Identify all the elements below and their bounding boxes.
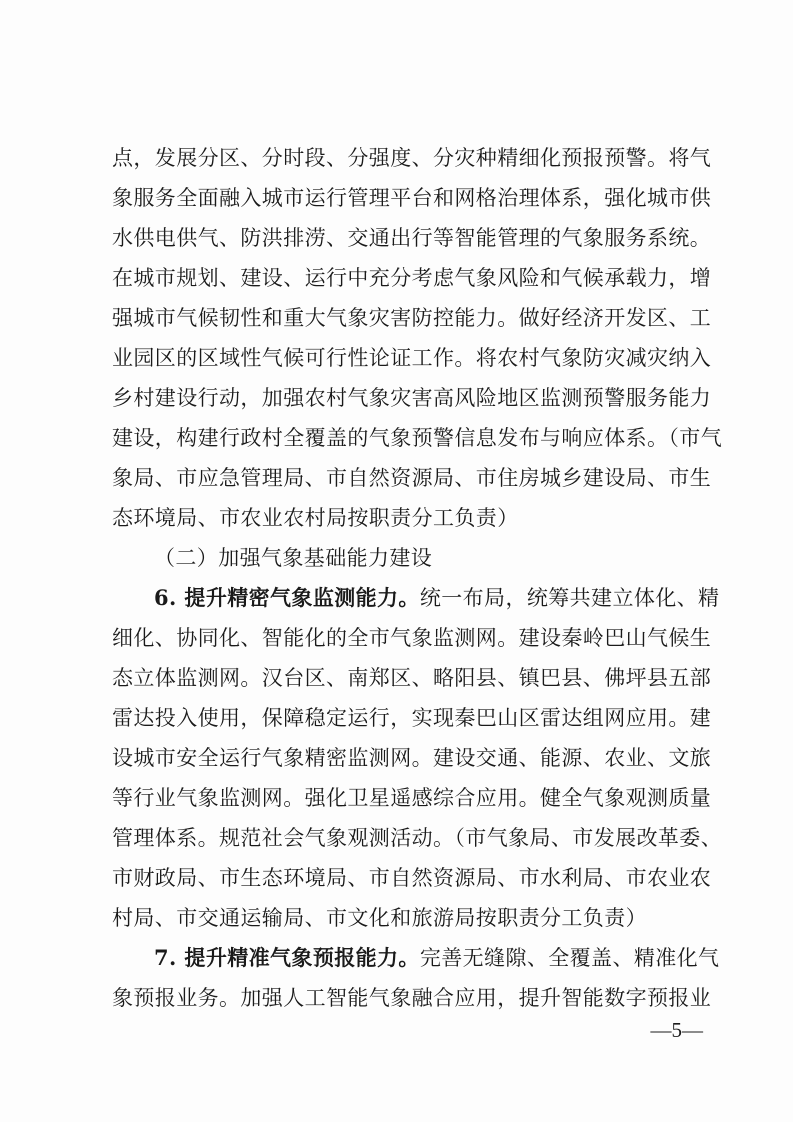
item-7-title: 7. 提升精准气象预报能力。 xyxy=(154,945,420,970)
item-7-first-line-text: 完善无缝隙、全覆盖、精准化气 xyxy=(419,946,720,970)
paragraph-line: 等行业气象监测网。强化卫星遥感综合应用。健全气象观测质量 xyxy=(112,786,712,810)
paragraph-line: 业园区的区域性气候可行性论证工作。将农村气象防灾减灾纳入 xyxy=(112,346,712,370)
paragraph-line: 点，发展分区、分时段、分强度、分灾种精细化预报预警。将气 xyxy=(112,146,712,170)
paragraph-line: 象服务全面融入城市运行管理平台和网格治理体系，强化城市供 xyxy=(112,186,712,210)
paragraph-line: 象预报业务。加强人工智能气象融合应用，提升智能数字预报业 xyxy=(112,986,712,1010)
paragraph-line: 乡村建设行动，加强农村气象灾害高风险地区监测预警服务能力 xyxy=(112,386,712,410)
item-6-title: 6. 提升精密气象监测能力。 xyxy=(154,585,420,610)
paragraph-line: 村局、市交通运输局、市文化和旅游局按职责分工负责） xyxy=(112,906,647,930)
paragraph-line: 设城市安全运行气象精密监测网。建设交通、能源、农业、文旅 xyxy=(112,746,712,770)
paragraph-line: 强城市气候韧性和重大气象灾害防控能力。做好经济开发区、工 xyxy=(112,306,712,330)
item-6-first-line-text: 统一布局，统筹共建立体化、精 xyxy=(419,586,720,610)
section-heading: （二）加强气象基础能力建设 xyxy=(154,546,433,570)
paragraph-line: 细化、协同化、智能化的全市气象监测网。建设秦岭巴山气候生 xyxy=(112,626,712,650)
paragraph-line: 建设，构建行政村全覆盖的气象预警信息发布与响应体系。（市气 xyxy=(112,426,723,450)
paragraph-line: 象局、市应急管理局、市自然资源局、市住房城乡建设局、市生 xyxy=(112,466,712,490)
paragraph-line: 市财政局、市生态环境局、市自然资源局、市水利局、市农业农 xyxy=(112,866,712,890)
item-6-first-line xyxy=(154,585,720,611)
paragraph-line: 态环境局、市农业农村局按职责分工负责） xyxy=(112,506,519,530)
paragraph-line: 管理体系。规范社会气象观测活动。（市气象局、市发展改革委、 xyxy=(112,826,723,850)
item-7-first-line xyxy=(154,945,720,971)
paragraph-line: 雷达投入使用，保障稳定运行，实现秦巴山区雷达组网应用。建 xyxy=(112,706,712,730)
paragraph-line: 态立体监测网。汉台区、南郑区、略阳县、镇巴县、佛坪县五部 xyxy=(112,666,712,690)
page-number: —5— xyxy=(650,1018,703,1042)
paragraph-line: 在城市规划、建设、运行中充分考虑气象风险和气候承载力，增 xyxy=(112,266,712,290)
paragraph-line: 水供电供气、防洪排涝、交通出行等智能管理的气象服务系统。 xyxy=(112,226,712,250)
